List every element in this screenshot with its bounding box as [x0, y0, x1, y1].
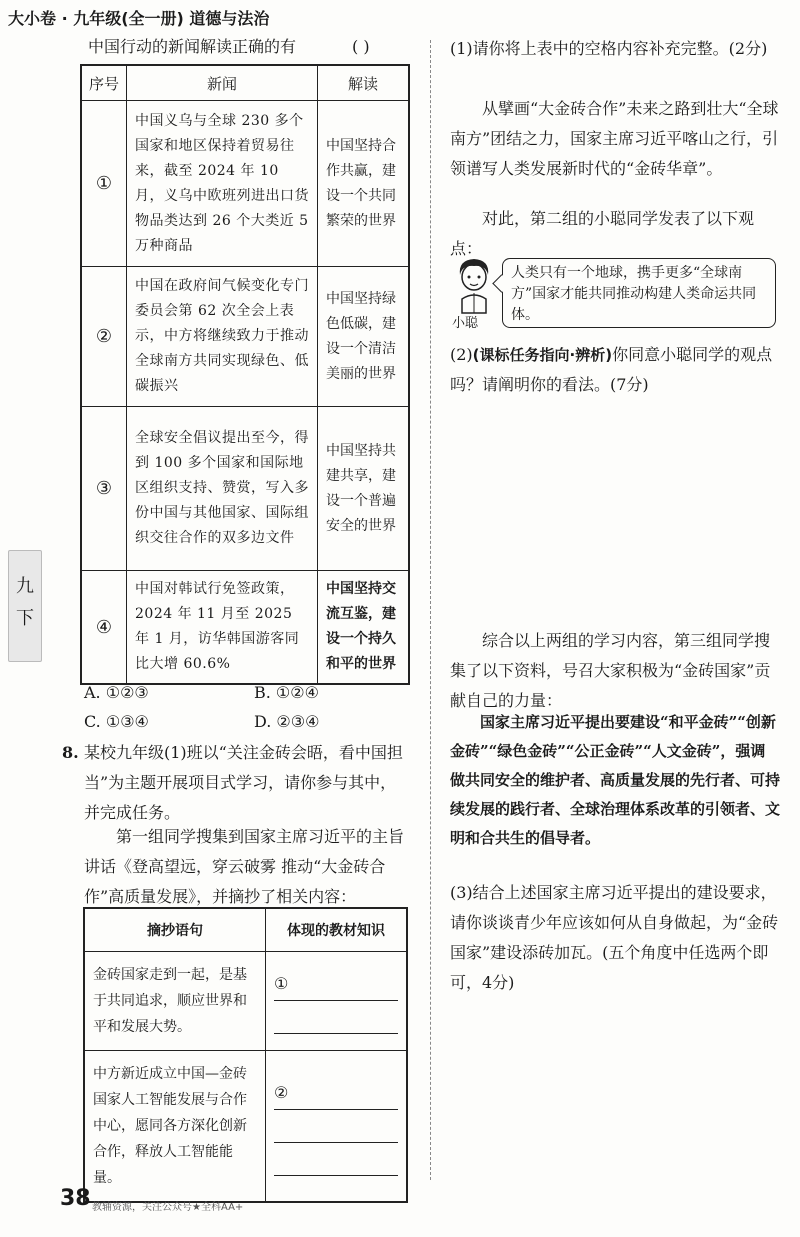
q2-body: 你同意小聪同学的观点吗？请阐明你的看法。(7分) [450, 345, 773, 394]
right-para3: 综合以上两组的学习内容，第三组同学搜集了以下资料，号召大家积极为“金砖国家”贡献自己的力量： [450, 631, 771, 710]
side-tab-char: 九 [16, 576, 34, 597]
answer-blank-1[interactable] [274, 974, 398, 1001]
page-number: 38 [60, 1186, 91, 1211]
table-row [81, 571, 409, 685]
marker: ① [274, 974, 289, 993]
question-number: 8. [62, 743, 79, 762]
footer-note: 教辅资源，关注公众号★全科AA+ [92, 1202, 244, 1213]
q2-tag: (课标任务指向·辨析) [472, 346, 613, 364]
right-para1: 从擘画“大金砖合作”未来之路到壮大“全球南方”团结之力，国家主席习近平喀山之行，引领谱写人类发展新时代的“金砖华章”。 [450, 99, 779, 178]
excerpt-quote: 金砖国家走到一起，是基于共同追求，顺应世界和平和发展大势。 [84, 952, 266, 1051]
table2-header-knowledge: 体现的教材知识 [266, 908, 408, 952]
answer-blank-line[interactable] [274, 1116, 398, 1143]
marker: ② [274, 1082, 289, 1102]
excerpt-table [83, 907, 408, 1203]
answer-blank-line[interactable] [274, 1149, 398, 1176]
group1-text: 第一组同学搜集到国家主席习近平的主旨讲话《登高望远，穿云破雾 推动“大金砖合作”高质量发展》，并摘抄了相关内容： [84, 827, 405, 906]
news-table [80, 64, 410, 685]
table-row [84, 1051, 407, 1203]
row-news: 中国在政府间气候变化专门委员会第 62 次全会上表示，中方将继续致力于推动全球南方共同实现绿色、低碳振兴 [127, 267, 318, 407]
option-d[interactable]: D. ②③④ [254, 712, 320, 731]
answer-blank-line[interactable] [274, 1007, 398, 1034]
row-num: ② [81, 267, 127, 407]
speaker-name: 小聪 [452, 316, 479, 331]
table-row [81, 407, 409, 571]
table-row [84, 952, 407, 1051]
right-para2: 对此，第二组的小聪同学发表了以下观点： [450, 209, 755, 258]
row-interp: 中国坚持合作共赢，建设一个共同繁荣的世界 [318, 101, 410, 267]
excerpt-quote: 中方新近成立中国—金砖国家人工智能发展与合作中心，愿同各方深化创新合作，释放人工智能能量。 [84, 1051, 266, 1203]
row-news: 中国义乌与全球 230 多个国家和地区保持着贸易往来，截至 2024 年 10 月，义乌中欧班列进出口货物品类达到 26 个大类近 5 万种商品 [127, 101, 318, 267]
row-news: 中国对韩试行免签政策，2024 年 11 月至 2025 年 1 月，访华韩国游客同比大增 60.6% [127, 571, 318, 685]
table-row [81, 267, 409, 407]
option-c[interactable]: C. ①③④ [84, 712, 149, 731]
q8-intro: 某校九年级(1)班以“关注金砖会晤，看中国担当”为主题开展项目式学习，请你参与其中，并完成任务。 [84, 743, 403, 822]
question-stem-text: 中国行动的新闻解读正确的有 [88, 37, 297, 56]
q3-text: (3)结合上述国家主席习近平提出的建设要求，请你谈谈青少年应该如何从自身做起，为“金砖国家”建设添砖加瓦。(五个角度中任选两个即可，4分) [450, 883, 779, 992]
q2-label: (2) [450, 345, 473, 364]
q1-text: (1)请你将上表中的空格内容补充完整。(2分) [450, 39, 768, 58]
table-header-news: 新闻 [127, 65, 318, 101]
row-num: ④ [81, 571, 127, 685]
row-num: ③ [81, 407, 127, 571]
table2-header-quote: 摘抄语句 [84, 908, 266, 952]
side-tab-char: 下 [16, 608, 34, 629]
page-header: 大小卷 · 九年级(全一册) 道德与法治 [8, 9, 270, 28]
column-divider [430, 40, 431, 1180]
row-num: ① [81, 101, 127, 267]
answer-area-3[interactable] [450, 1000, 780, 1170]
question-stem [88, 32, 296, 62]
table-row [81, 101, 409, 267]
speech-bubble: 人类只有一个地球，携手更多“全球南方”国家才能共同推动构建人类命运共同体。 [502, 258, 776, 328]
answer-area-2[interactable] [450, 400, 780, 615]
material-text: 国家主席习近平提出要建设“和平金砖”“创新金砖”“绿色金砖”“公正金砖”“人文金砖”，强调做共同安全的维护者、高质量发展的先行者、可持续发展的践行者、全球治理体系改革的引领者、文明和合共生的倡导者。 [450, 713, 781, 847]
option-b[interactable]: B. ①②④ [254, 683, 319, 702]
q2-text [450, 340, 780, 400]
answer-blank-2[interactable] [274, 1083, 398, 1110]
row-interp: 中国坚持交流互鉴，建设一个持久和平的世界 [318, 571, 410, 685]
option-a[interactable]: A. ①②③ [84, 683, 149, 702]
grade-side-tab [8, 550, 42, 662]
knowledge-cell [266, 1051, 408, 1203]
knowledge-cell [266, 952, 408, 1051]
table-header-num: 序号 [81, 65, 127, 101]
row-interp: 中国坚持共建共享，建设一个普遍安全的世界 [318, 407, 410, 571]
table-header-interp: 解读 [318, 65, 410, 101]
row-news: 全球安全倡议提出至今，得到 100 多个国家和国际地区组织支持、赞赏，写入多份中国与其他国家、国际组织交往合作的双多边文件 [127, 407, 318, 571]
row-interp: 中国坚持绿色低碳，建设一个清洁美丽的世界 [318, 267, 410, 407]
answer-paren: ( ) [352, 37, 370, 56]
